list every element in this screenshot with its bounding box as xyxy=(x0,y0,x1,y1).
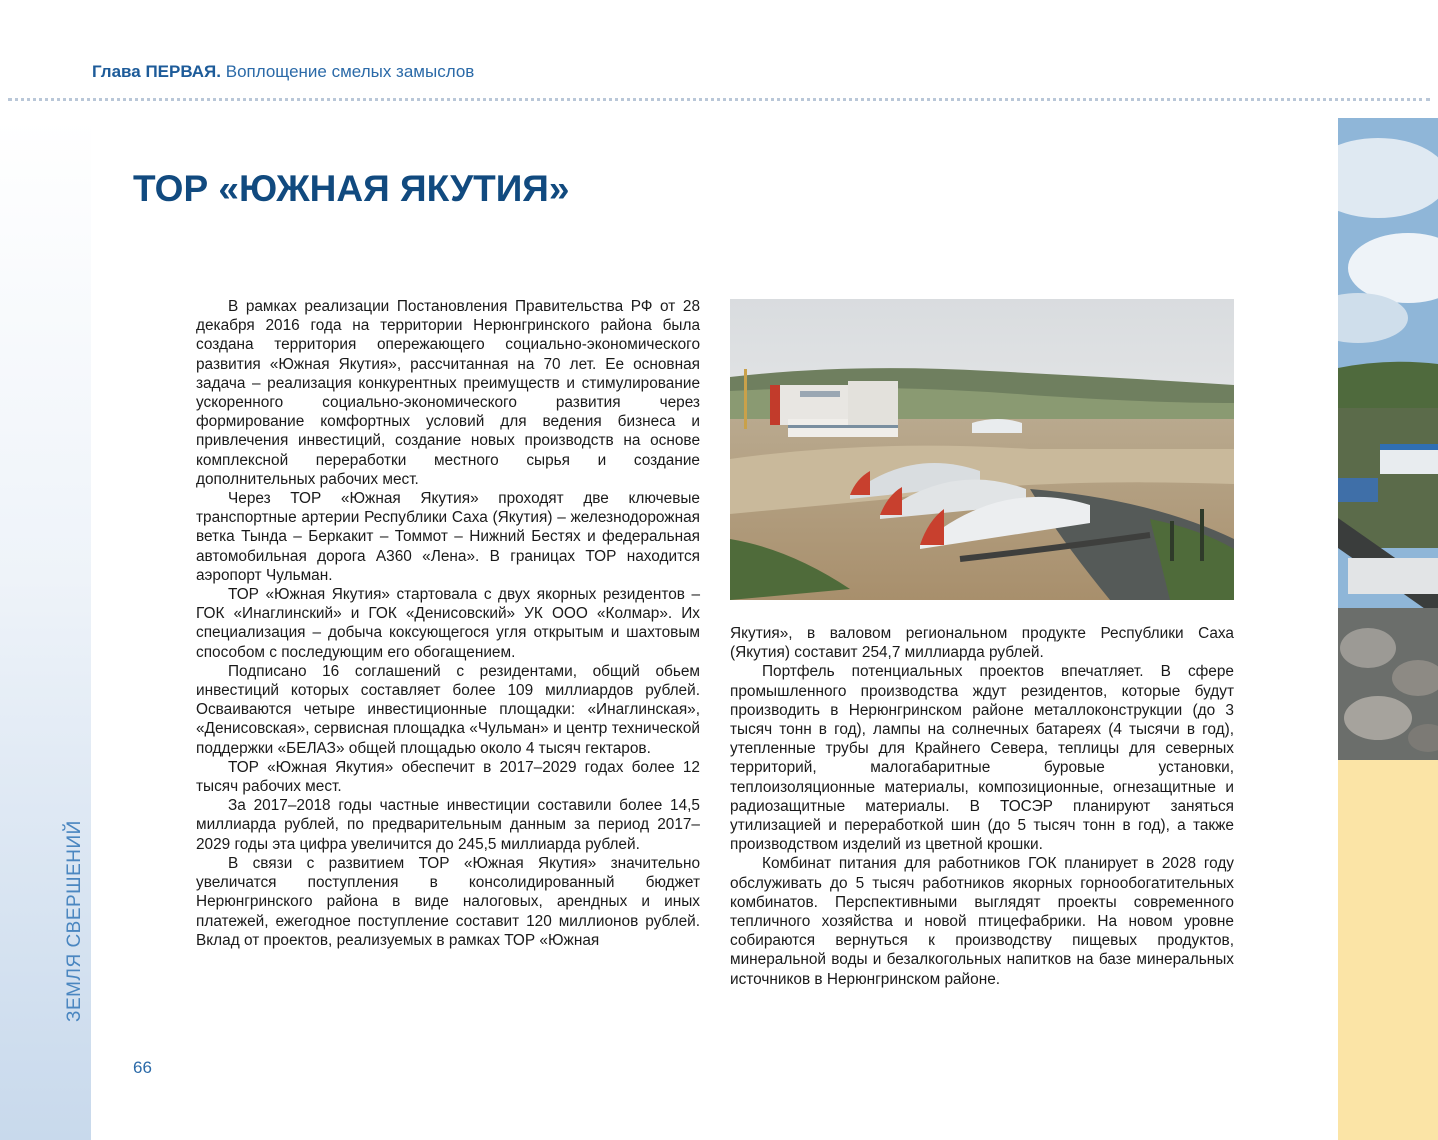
right-edge-photo-strip xyxy=(1338,118,1438,1140)
page-title: ТОР «ЮЖНАЯ ЯКУТИЯ» xyxy=(133,168,570,209)
chapter-label: Глава ПЕРВАЯ. xyxy=(92,62,221,81)
paragraph: За 2017–2018 годы частные инвестиции составили более 14,5 миллиарда рублей, по предварительным данным за период 2017–2029 годы эта цифра увеличится до 245,5 миллиарда рублей. xyxy=(196,797,700,853)
industrial-site-photo xyxy=(730,299,1234,600)
paragraph: ТОР «Южная Якутия» стартовала с двух якорных резидентов – ГОК «Инаглинский» и ГОК «Денисовский» УК ООО «Колмар». Их специализация – добыча коксующегося угля открытым и шахтовым способом с последующим его обогащением. xyxy=(196,586,700,661)
chapter-title: Воплощение смелых замыслов xyxy=(225,62,475,81)
dotted-divider xyxy=(8,98,1430,101)
paragraph: В рамках реализации Постановления Правительства РФ от 28 декабря 2016 года на территории Нерюнгринского района была создана территория опережающего социально-экономического развития «Южная Якутия», рассчитанная на 70 лет. Ее основная задача – реализация конкурентных преимуществ и стимулирование ускоренного социально-экономического развития через формирование комфортных условий для ведения бизнеса и привлечения инвестиций, создание новых производств на основе комплексной переработки местного сырья и создание дополнительных рабочих мест. xyxy=(196,298,700,488)
yellow-accent-band xyxy=(1338,760,1438,1140)
paragraph: Комбинат питания для работников ГОК планирует в 2028 году обслуживать до 5 тысяч работников якорных горнообогатительных комбинатов. Перспективными выглядят проекты современного тепличного хозяйства и новой птицефабрики. На новом уровне собираются вернуться к производству пищевых продуктов, минеральной воды и безалкогольных напитков на базе минеральных источников в Нерюнгринском районе. xyxy=(730,855,1234,988)
page-number: 66 xyxy=(133,1058,152,1077)
paragraph: Подписано 16 соглашений с резидентами, общий обьем инвестиций которых составляет более 109 миллиардов рублей. Осваиваются четыре инвестиционные площадки: «Инаглинская», «Денисовская», сервисная площадка «Чульман» и центр технической поддержки «БЕЛАЗ» общей площадью около 4 тысяч гектаров. xyxy=(196,662,700,757)
chapter-header xyxy=(92,62,474,82)
section-side-title: ЗЕМЛЯ СВЕРШЕНИЙ xyxy=(64,820,85,1022)
paragraph: Портфель потенциальных проектов впечатляет. В сфере промышленного производства ждут резидентов, которые будут производить в Нерюнгринском районе металлоконструкции (до 3 тысяч тонн в год), лампы на солнечных батареях (4 тысячи в год), утепленные трубы для Крайнего Севера, теплицы для северных территорий, малогабаритные буровые установки, теплоизоляционные материалы, композиционные, огнезащитные и радиозащитные материалы. В ТОСЭР планируют заняться утилизацией и переработкой шин (до 5 тысяч тонн в год), а также производством изделий из цветной крошки. xyxy=(730,663,1234,854)
paragraph-continuation: Якутия», в валовом региональном продукте Республики Саха (Якутия) составит 254,7 миллиарда рублей. xyxy=(730,625,1234,662)
paragraph: Через ТОР «Южная Якутия» проходят две ключевые транспортные артерии Республики Саха (Якутия) – железнодорожная ветка Тында – Беркакит – Томмот – Нижний Бестях и федеральная автомобильная дорога А360 «Лена». В границах ТОР находится аэропорт Чульман. xyxy=(196,490,700,584)
article-right-column xyxy=(730,624,1234,989)
paragraph: ТОР «Южная Якутия» обеспечит в 2017–2029 годах более 12 тысяч рабочих мест. xyxy=(196,758,700,796)
article-left-column xyxy=(196,297,700,950)
paragraph: В связи с развитием ТОР «Южная Якутия» значительно увеличатся поступления в консолидированный бюджет Нерюнгринского района в виде налоговых, арендных и иных платежей, ежегодное поступление составит 120 миллионов рублей. Вклад от проектов, реализуемых в рамках ТОР «Южная xyxy=(196,854,700,949)
